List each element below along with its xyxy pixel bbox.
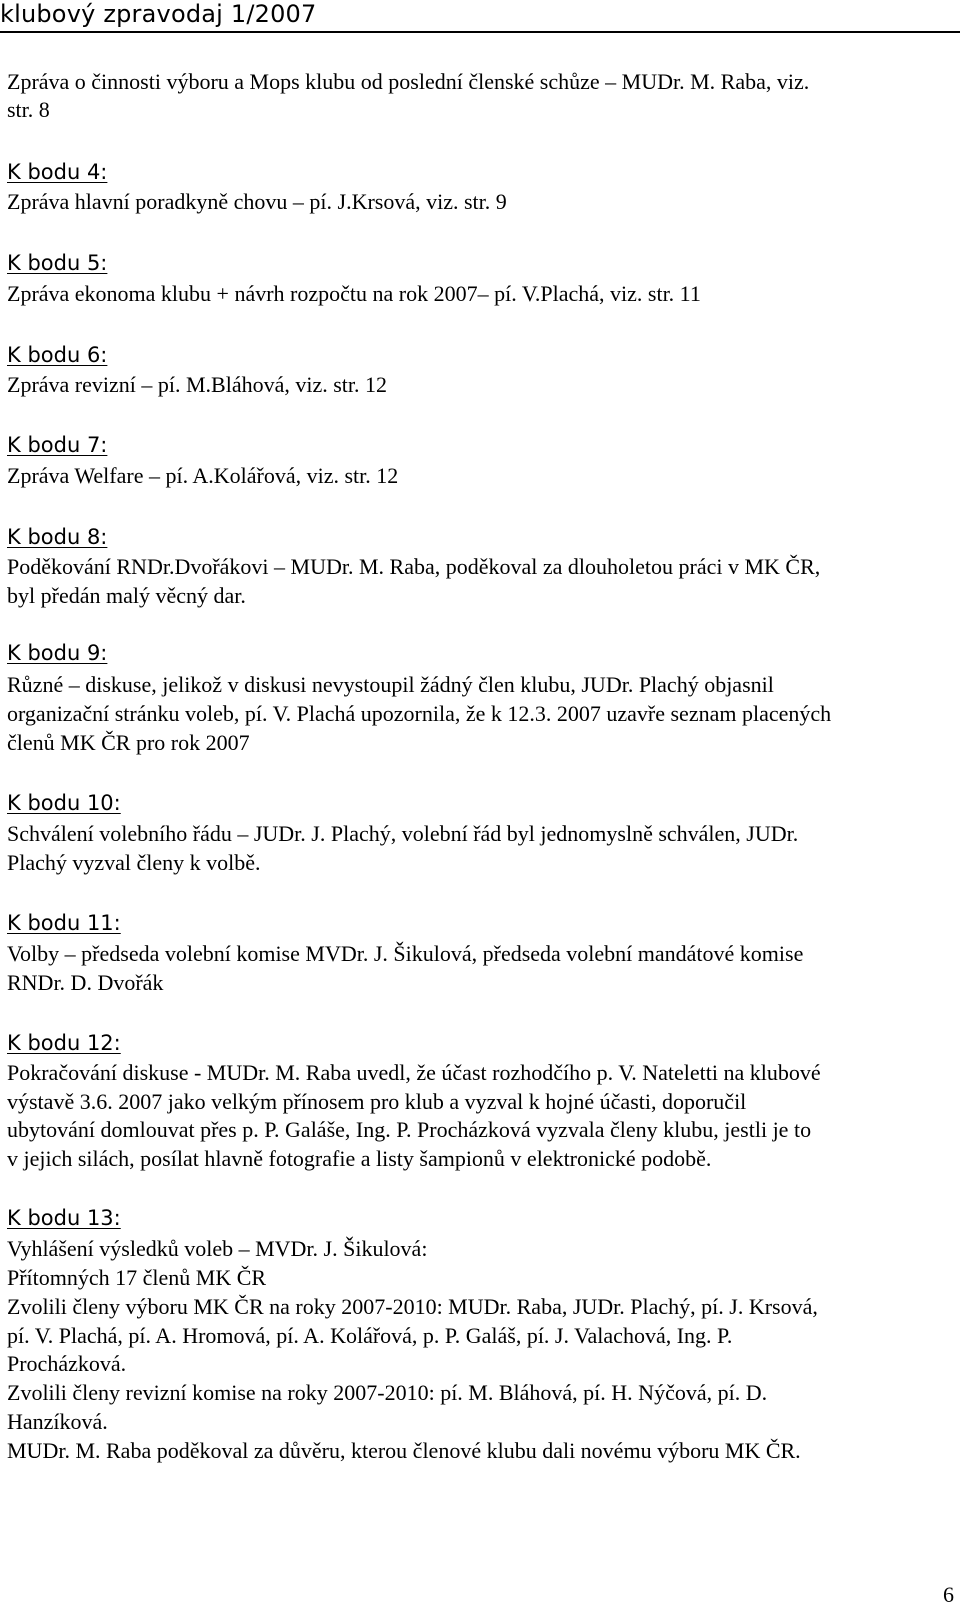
header-rule [0,31,960,33]
section-heading: K bodu 8: [7,525,108,549]
section-text: Pokračování diskuse - MUDr. M. Raba uvedl, že účast rozhodčího p. V. Nateletti na klubové [7,1060,821,1085]
page-number: 6 [943,1582,954,1607]
section-text: Přítomných 17 členů MK ČR [7,1265,267,1290]
section-text: Různé – diskuse, jelikož v diskusi nevystoupil žádný člen klubu, JUDr. Plachý objasnil [7,672,774,697]
section-heading: K bodu 4: [7,160,108,184]
section-text: v jejich silách, posílat hlavně fotografie a listy šampionů v elektronické podobě. [7,1146,712,1171]
section-heading: K bodu 13: [7,1206,121,1230]
section-text: RNDr. D. Dvořák [7,970,164,995]
section-text: Volby – předseda volební komise MVDr. J. Šikulová, předseda volební mandátové komise [7,941,804,966]
section-heading: K bodu 9: [7,641,108,665]
section-text: ubytování domlouvat přes p. P. Galáše, Ing. P. Procházková vyzvala členy klubu, jestli je to [7,1117,812,1142]
intro-line: str. 8 [7,97,50,122]
section-heading: K bodu 12: [7,1031,121,1055]
section-text: Zpráva ekonoma klubu + návrh rozpočtu na rok 2007– pí. V.Plachá, viz. str. 11 [7,281,701,306]
section-text: členů MK ČR pro rok 2007 [7,730,250,755]
section-heading: K bodu 11: [7,911,121,935]
section-heading: K bodu 5: [7,251,108,275]
newsletter-title: klubový zpravodaj 1/2007 [0,0,317,28]
section-text: Schválení volebního řádu – JUDr. J. Plachý, volební řád byl jednomyslně schválen, JUDr. [7,821,799,846]
section-heading: K bodu 6: [7,343,108,367]
section-heading: K bodu 7: [7,433,108,457]
section-text: pí. V. Plachá, pí. A. Hromová, pí. A. Kolářová, p. P. Galáš, pí. J. Valachová, Ing. P. [7,1323,733,1348]
section-text: organizační stránku voleb, pí. V. Plachá upozornila, že k 12.3. 2007 uzavře seznam placených [7,701,832,726]
section-text: Poděkování RNDr.Dvořákovi – MUDr. M. Raba, poděkoval za dlouholetou práci v MK ČR, [7,554,821,579]
section-text: Zvolili členy revizní komise na roky 2007-2010: pí. M. Bláhová, pí. H. Nýčová, pí. D. [7,1380,768,1405]
section-text: Vyhlášení výsledků voleb – MVDr. J. Šikulová: [7,1236,428,1261]
intro-line: Zpráva o činnosti výboru a Mops klubu od poslední členské schůze – MUDr. M. Raba, viz. [7,69,810,94]
section-text: Procházková. [7,1351,127,1376]
section-text: Zvolili členy výboru MK ČR na roky 2007-2010: MUDr. Raba, JUDr. Plachý, pí. J. Krsová, [7,1294,818,1319]
section-text: MUDr. M. Raba poděkoval za důvěru, kterou členové klubu dali novému výboru MK ČR. [7,1438,801,1463]
section-text: byl předán malý věcný dar. [7,583,246,608]
section-text: Plachý vyzval členy k volbě. [7,850,261,875]
section-heading: K bodu 10: [7,791,121,815]
section-text: Zpráva hlavní poradkyně chovu – pí. J.Krsová, viz. str. 9 [7,189,507,214]
section-text: Zpráva revizní – pí. M.Bláhová, viz. str. 12 [7,372,388,397]
section-text: Zpráva Welfare – pí. A.Kolářová, viz. str. 12 [7,463,399,488]
section-text: výstavě 3.6. 2007 jako velkým přínosem pro klub a vyzval k hojné účasti, doporučil [7,1089,747,1114]
section-text: Hanzíková. [7,1409,108,1434]
